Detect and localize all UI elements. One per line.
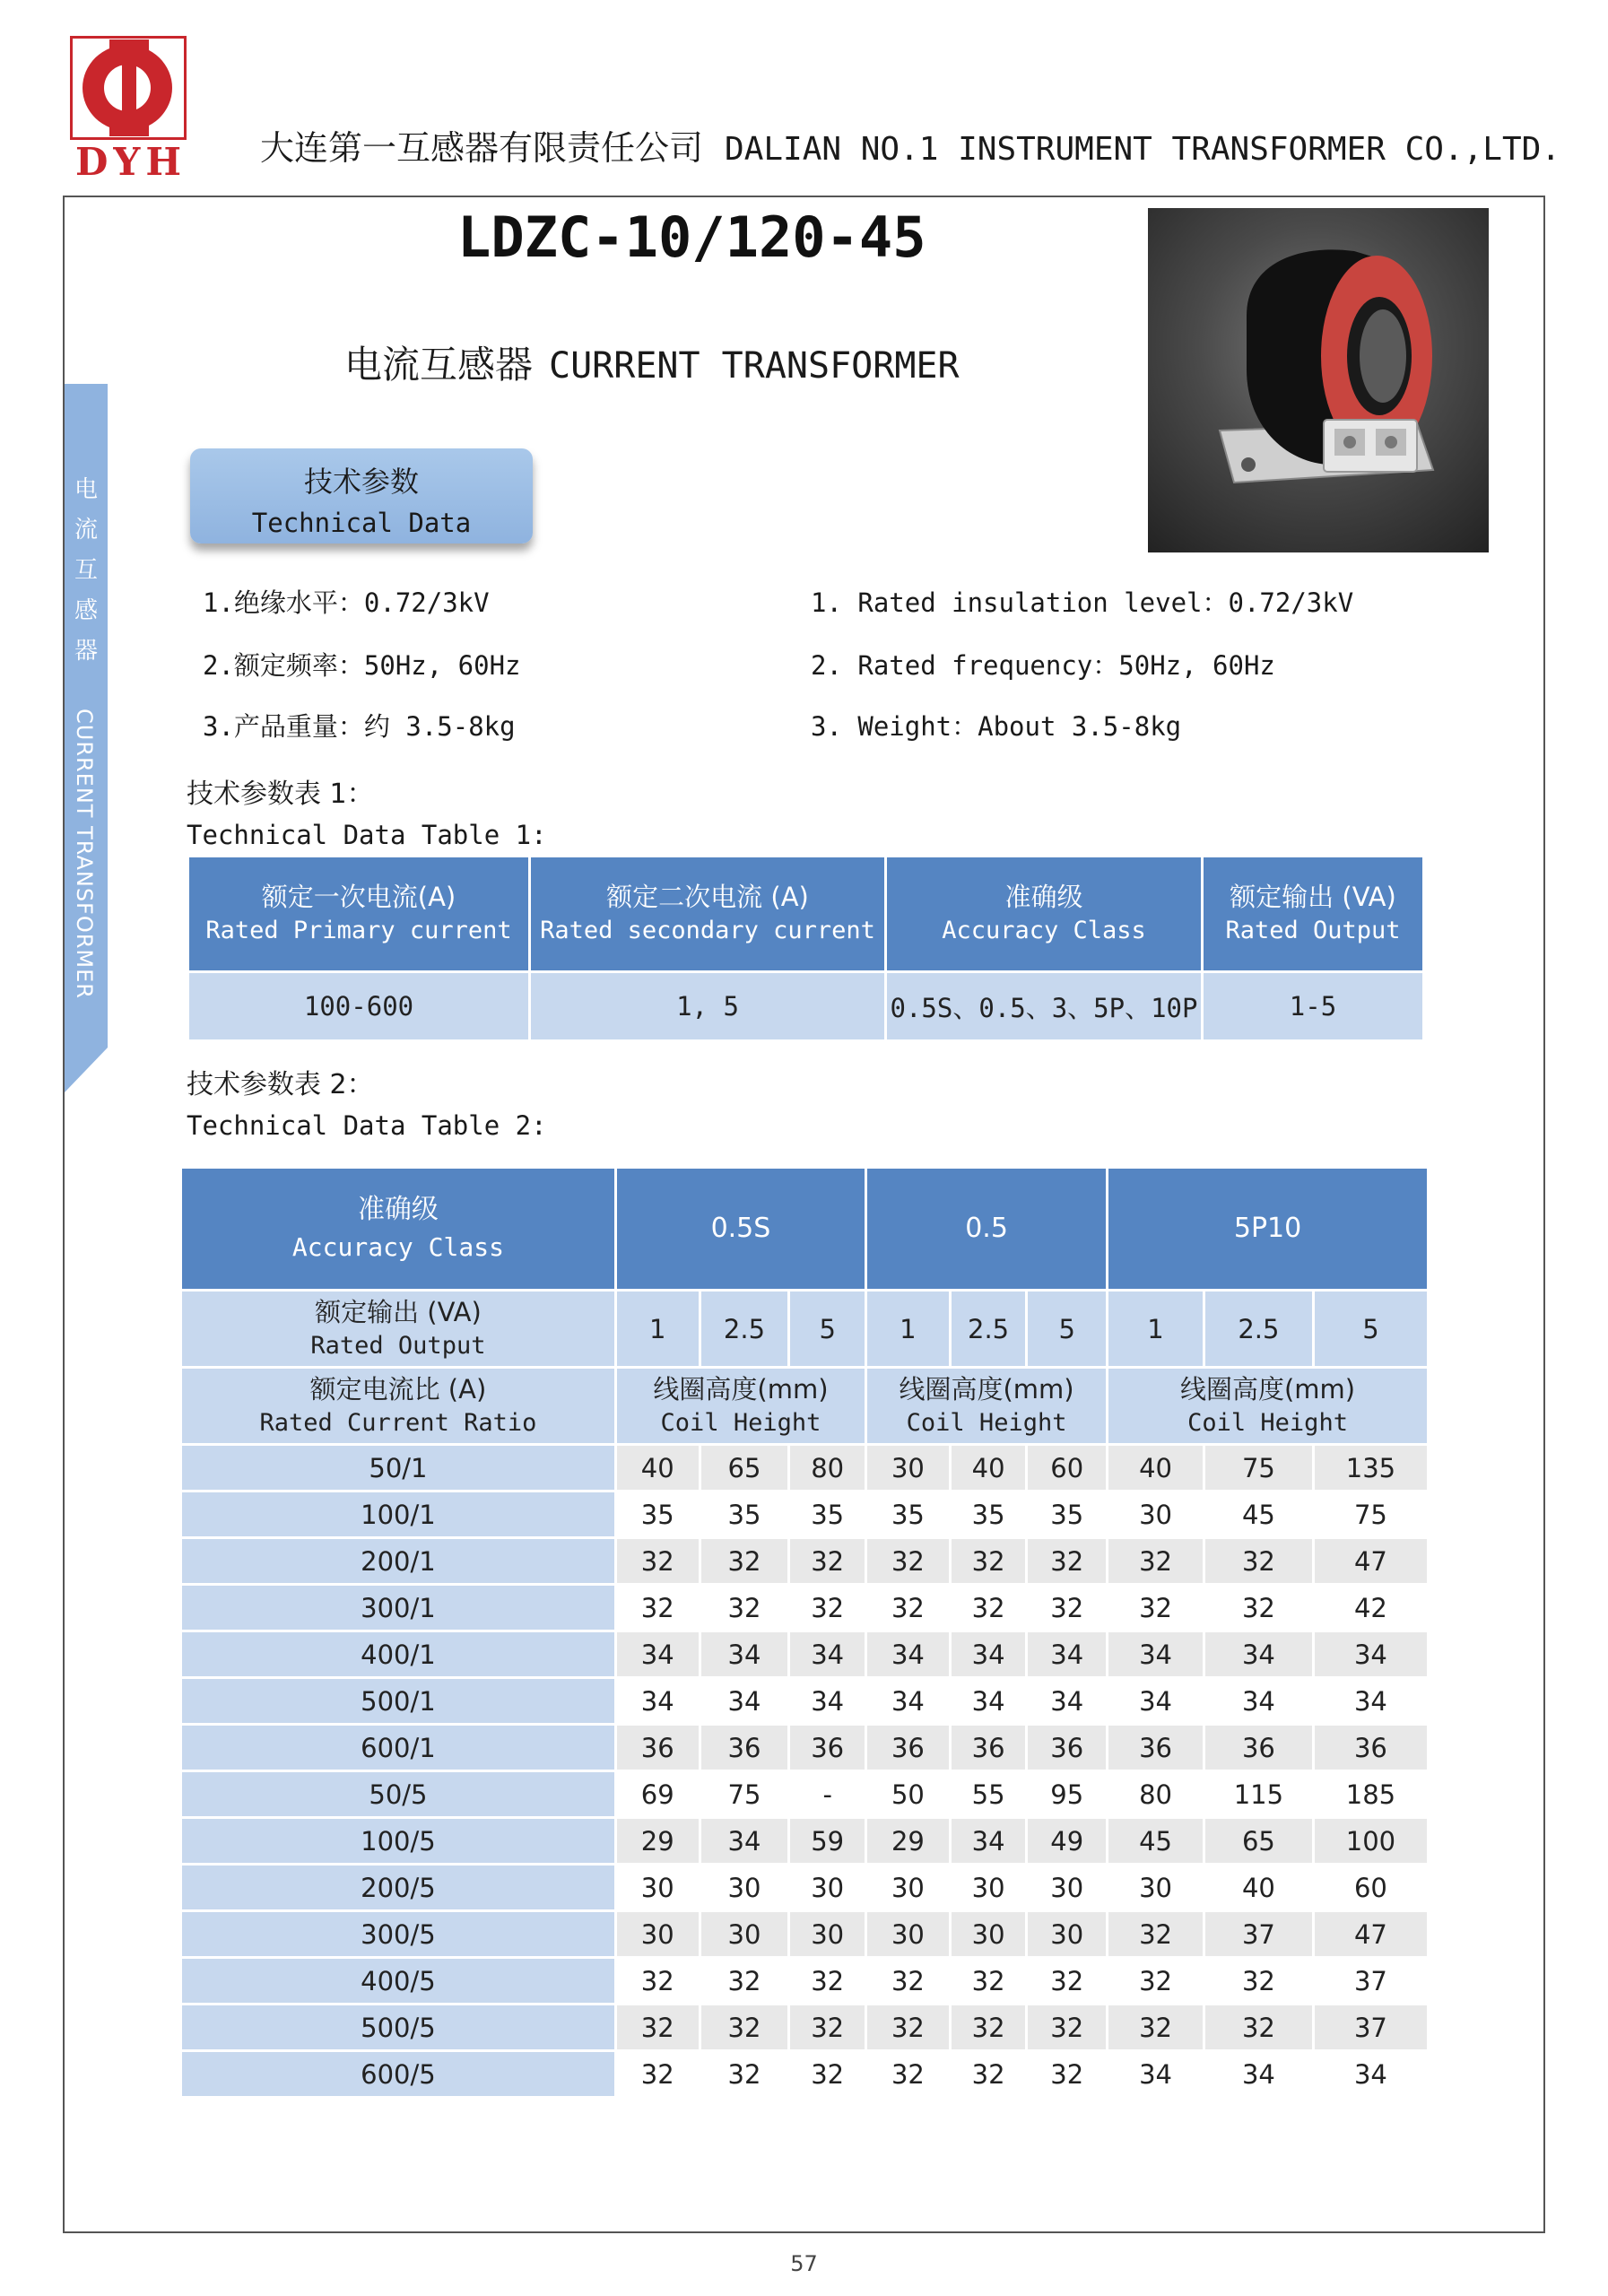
- table1-cell: 1-5: [1204, 970, 1422, 1039]
- coil-height-cell: 32: [952, 1959, 1026, 2003]
- coil-height-cell: 34: [701, 1632, 788, 1676]
- coil-height-cell: 30: [617, 1866, 699, 1909]
- coil-height-cell: 50: [867, 1772, 949, 1816]
- coil-height-cell: 34: [1028, 1679, 1106, 1723]
- coil-height-cell: 32: [867, 1539, 949, 1583]
- table1-header-row: [189, 857, 1422, 970]
- label-en: Coil Height: [660, 1408, 821, 1437]
- table2-title-cn: 技术参数表 2：: [187, 1069, 374, 1100]
- coil-height-cell: 30: [867, 1866, 949, 1909]
- header-cn: 额定输出 (VA): [1230, 882, 1396, 912]
- coil-height-cell: 36: [952, 1726, 1026, 1770]
- table2-body: [182, 1446, 1427, 2096]
- product-photo: [1148, 208, 1489, 552]
- coil-height-cell: 32: [867, 1586, 949, 1630]
- coil-height-cell: 30: [1028, 1912, 1106, 1956]
- coil-height-cell: 35: [952, 1492, 1026, 1536]
- table-row: [182, 1819, 1427, 1863]
- coil-height-label-row: [182, 1369, 1427, 1443]
- coil-height-cell: 30: [1028, 1866, 1106, 1909]
- coil-height-cell: 30: [701, 1866, 788, 1909]
- current-ratio-cell: 400/5: [182, 1959, 614, 2003]
- coil-height-cell: 45: [1108, 1819, 1203, 1863]
- coil-height-cell: 32: [1205, 1586, 1312, 1630]
- coil-height-cell: 40: [617, 1446, 699, 1490]
- label-en: Rated Output: [310, 1331, 486, 1360]
- header-en: Rated Primary current: [205, 917, 512, 944]
- company-name: [260, 120, 1560, 170]
- current-ratio-cell: 600/5: [182, 2052, 614, 2096]
- header-cn: 准确级: [357, 1194, 439, 1225]
- coil-height-cell: 32: [701, 1586, 788, 1630]
- table1-row: [189, 970, 1422, 1039]
- coil-height-cell: 59: [790, 1819, 865, 1863]
- company-name-cn: 大连第一互感器有限责任公司: [260, 128, 704, 168]
- label-en: Rated Current Ratio: [259, 1408, 537, 1437]
- coil-height-cell: 34: [1315, 2052, 1427, 2096]
- coil-height-cell: 32: [1028, 1539, 1106, 1583]
- coil-height-cell: 29: [617, 1819, 699, 1863]
- coil-height-cell: 32: [1028, 1959, 1106, 2003]
- coil-height-cell: 42: [1315, 1586, 1427, 1630]
- current-ratio-cell: 100/1: [182, 1492, 614, 1536]
- side-tab-char: 流: [74, 517, 98, 544]
- coil-height-cell: 32: [952, 1539, 1026, 1583]
- header-cn: 额定二次电流 (A): [606, 882, 809, 912]
- coil-height-cell: 32: [1205, 1539, 1312, 1583]
- company-logo: [70, 36, 192, 184]
- coil-height-label: [617, 1369, 865, 1443]
- header-en: Rated Output: [1225, 917, 1401, 944]
- coil-height-cell: 32: [1108, 1912, 1203, 1956]
- table1-title-cn: 技术参数表 1：: [187, 778, 374, 810]
- coil-height-cell: 40: [952, 1446, 1026, 1490]
- table-row: [182, 1726, 1427, 1770]
- coil-height-cell: 32: [1205, 2005, 1312, 2049]
- coil-height-cell: 36: [617, 1726, 699, 1770]
- current-ratio-cell: 300/5: [182, 1912, 614, 1956]
- coil-height-cell: 34: [1315, 1632, 1427, 1676]
- coil-height-cell: 32: [617, 1959, 699, 2003]
- coil-height-cell: 36: [1315, 1726, 1427, 1770]
- coil-height-cell: 34: [1108, 1679, 1203, 1723]
- coil-height-cell: 95: [1028, 1772, 1106, 1816]
- rated-output-label: [182, 1292, 614, 1366]
- coil-height-cell: 185: [1315, 1772, 1427, 1816]
- coil-height-cell: 34: [790, 1632, 865, 1676]
- coil-height-cell: 55: [952, 1772, 1026, 1816]
- coil-height-cell: 75: [1205, 1446, 1312, 1490]
- current-ratio-cell: 50/5: [182, 1772, 614, 1816]
- header-cn: 准确级: [1004, 882, 1083, 912]
- class-0-5-header: 0.5: [867, 1169, 1106, 1289]
- table1-header-cell: [531, 857, 884, 970]
- coil-height-cell: -: [790, 1772, 865, 1816]
- coil-height-cell: 32: [1108, 1959, 1203, 2003]
- coil-height-cell: 30: [1108, 1866, 1203, 1909]
- coil-height-cell: 75: [701, 1772, 788, 1816]
- badge-label-cn: 技术参数: [303, 465, 419, 499]
- current-ratio-cell: 300/1: [182, 1586, 614, 1630]
- logo-phi-bar: [122, 39, 136, 136]
- table-row: [182, 1586, 1427, 1630]
- output-value: 2.5: [1205, 1292, 1312, 1366]
- coil-height-cell: 32: [617, 2052, 699, 2096]
- table2-title-en: Technical Data Table 2:: [187, 1110, 547, 1141]
- spec-cn-1: 1.绝缘水平：0.72/3kV: [203, 587, 490, 618]
- table2-title: [187, 1062, 547, 1141]
- coil-height-cell: 32: [701, 2005, 788, 2049]
- coil-height-cell: 34: [1205, 2052, 1312, 2096]
- side-tab-char: 感: [74, 597, 98, 624]
- coil-height-cell: 35: [617, 1492, 699, 1536]
- coil-height-cell: 34: [1028, 1632, 1106, 1676]
- coil-height-cell: 32: [1108, 1539, 1203, 1583]
- coil-height-cell: 30: [952, 1912, 1026, 1956]
- coil-height-cell: 30: [790, 1912, 865, 1956]
- coil-height-cell: 32: [952, 2005, 1026, 2049]
- logo-phi-top: [109, 39, 149, 50]
- table-row: [182, 1866, 1427, 1909]
- coil-height-cell: 36: [790, 1726, 865, 1770]
- coil-height-cell: 49: [1028, 1819, 1106, 1863]
- product-title-en: CURRENT TRANSFORMER: [549, 345, 960, 387]
- accuracy-class-header: [182, 1169, 614, 1289]
- coil-height-cell: 30: [790, 1866, 865, 1909]
- current-ratio-cell: 600/1: [182, 1726, 614, 1770]
- current-ratio-cell: 100/5: [182, 1819, 614, 1863]
- coil-height-cell: 36: [867, 1726, 949, 1770]
- table1-header-cell: [189, 857, 528, 970]
- coil-height-cell: 65: [701, 1446, 788, 1490]
- output-value: 2.5: [701, 1292, 788, 1366]
- coil-height-cell: 32: [617, 2005, 699, 2049]
- rated-output-row: [182, 1292, 1427, 1366]
- coil-height-cell: 36: [1108, 1726, 1203, 1770]
- coil-height-cell: 34: [952, 1679, 1026, 1723]
- coil-height-cell: 32: [867, 2005, 949, 2049]
- coil-height-cell: 60: [1028, 1446, 1106, 1490]
- coil-height-cell: 80: [1108, 1772, 1203, 1816]
- coil-height-cell: 32: [1028, 2005, 1106, 2049]
- coil-height-cell: 36: [701, 1726, 788, 1770]
- coil-height-cell: 30: [867, 1912, 949, 1956]
- coil-height-cell: 30: [701, 1912, 788, 1956]
- header-cn: 额定一次电流(A): [261, 882, 456, 912]
- class-0-5s-header: 0.5S: [617, 1169, 865, 1289]
- coil-height-cell: 32: [867, 1959, 949, 2003]
- output-value: 1: [867, 1292, 949, 1366]
- table-row: [182, 1959, 1427, 2003]
- technical-data-table-1: [187, 857, 1425, 1039]
- spec-en-3: 3. Weight：About 3.5-8kg: [811, 711, 1182, 742]
- coil-height-cell: 32: [1205, 1959, 1312, 2003]
- rated-current-ratio-label: [182, 1369, 614, 1443]
- page-number: 57: [790, 2251, 818, 2276]
- technical-data-badge: [190, 448, 533, 544]
- current-ratio-cell: 400/1: [182, 1632, 614, 1676]
- product-title: [344, 335, 960, 389]
- technical-data-table-2: [179, 1166, 1430, 2099]
- header-en: Rated secondary current: [540, 917, 875, 944]
- side-tab-tip: [65, 1048, 108, 1092]
- current-ratio-cell: 200/1: [182, 1539, 614, 1583]
- output-value: 2.5: [952, 1292, 1026, 1366]
- coil-height-cell: 65: [1205, 1819, 1312, 1863]
- table1-title: [187, 771, 547, 850]
- coil-height-cell: 34: [952, 1632, 1026, 1676]
- output-value: 5: [1315, 1292, 1427, 1366]
- coil-height-cell: 34: [952, 1819, 1026, 1863]
- coil-height-cell: 34: [1108, 1632, 1203, 1676]
- label-en: Coil Height: [906, 1408, 1067, 1437]
- coil-height-cell: 36: [1028, 1726, 1106, 1770]
- coil-height-cell: 75: [1315, 1492, 1427, 1536]
- coil-height-cell: 47: [1315, 1912, 1427, 1956]
- side-category-tab: [65, 384, 108, 1048]
- label-cn: 线圈高度(mm): [899, 1373, 1074, 1405]
- coil-height-cell: 135: [1315, 1446, 1427, 1490]
- side-tab-char: 器: [74, 638, 98, 665]
- coil-height-cell: 30: [617, 1912, 699, 1956]
- table1-title-en: Technical Data Table 1:: [187, 820, 547, 850]
- table2-class-header-row: [182, 1169, 1427, 1289]
- logo-phi-bottom: [109, 126, 149, 136]
- side-tab-char: 互: [74, 557, 98, 584]
- coil-height-cell: 100: [1315, 1819, 1427, 1863]
- coil-height-cell: 34: [1205, 1679, 1312, 1723]
- coil-height-cell: 32: [790, 1959, 865, 2003]
- product-title-cn: 电流互感器: [344, 343, 534, 387]
- coil-height-cell: 115: [1205, 1772, 1312, 1816]
- coil-height-cell: 32: [790, 2052, 865, 2096]
- coil-height-cell: 37: [1205, 1912, 1312, 1956]
- coil-height-cell: 32: [617, 1586, 699, 1630]
- label-cn: 额定电流比 (A): [309, 1373, 487, 1405]
- output-value: 1: [1108, 1292, 1203, 1366]
- coil-height-cell: 35: [867, 1492, 949, 1536]
- table1-cell: 0.5S、0.5、3、5P、10P: [887, 970, 1201, 1039]
- table-row: [182, 1679, 1427, 1723]
- table-row: [182, 1912, 1427, 1956]
- coil-height-cell: 37: [1315, 2005, 1427, 2049]
- coil-height-cell: 32: [701, 1539, 788, 1583]
- coil-height-cell: 32: [790, 1586, 865, 1630]
- coil-height-cell: 35: [701, 1492, 788, 1536]
- table-row: [182, 1632, 1427, 1676]
- coil-height-cell: 34: [617, 1679, 699, 1723]
- coil-height-cell: 40: [1108, 1446, 1203, 1490]
- header-en: Accuracy Class: [942, 917, 1146, 944]
- logo-text: DYH: [74, 140, 187, 184]
- table1-header-cell: [1204, 857, 1422, 970]
- coil-height-label: [1108, 1369, 1427, 1443]
- label-cn: 额定输出 (VA): [315, 1296, 482, 1327]
- coil-height-cell: 30: [1108, 1492, 1203, 1536]
- current-transformer-illustration: [1148, 208, 1489, 552]
- coil-height-cell: 34: [617, 1632, 699, 1676]
- coil-height-cell: 29: [867, 1819, 949, 1863]
- table1-cell: 100-600: [189, 970, 528, 1039]
- badge-label-en: Technical Data: [251, 508, 472, 538]
- table1-cell: 1, 5: [531, 970, 884, 1039]
- class-5p10-header: 5P10: [1108, 1169, 1427, 1289]
- coil-height-cell: 32: [1028, 1586, 1106, 1630]
- spec-cn-3: 3.产品重量：约 3.5-8kg: [203, 711, 516, 742]
- side-tab-en: CURRENT TRANSFORMER: [72, 709, 97, 999]
- current-ratio-cell: 500/1: [182, 1679, 614, 1723]
- coil-height-cell: 32: [701, 1959, 788, 2003]
- coil-height-cell: 34: [701, 1679, 788, 1723]
- coil-height-cell: 32: [1028, 2052, 1106, 2096]
- company-name-en: DALIAN NO.1 INSTRUMENT TRANSFORMER CO.,LTD.: [725, 131, 1560, 168]
- coil-height-cell: 45: [1205, 1492, 1312, 1536]
- coil-height-cell: 34: [1108, 2052, 1203, 2096]
- product-model: LDZC-10/120-45: [457, 204, 926, 270]
- side-tab-char: 电: [74, 476, 98, 503]
- table-row: [182, 1772, 1427, 1816]
- coil-height-cell: 34: [867, 1679, 949, 1723]
- spec-en-2: 2. Rated frequency：50Hz, 60Hz: [811, 650, 1275, 681]
- coil-height-cell: 32: [952, 2052, 1026, 2096]
- table-row: [182, 2052, 1427, 2096]
- side-tab-cn: [65, 470, 108, 672]
- spec-en-1: 1. Rated insulation level：0.72/3kV: [811, 587, 1354, 618]
- spec-cn-2: 2.额定频率：50Hz, 60Hz: [203, 650, 521, 681]
- coil-height-cell: 60: [1315, 1866, 1427, 1909]
- coil-height-cell: 34: [701, 1819, 788, 1863]
- current-ratio-cell: 50/1: [182, 1446, 614, 1490]
- coil-height-cell: 35: [1028, 1492, 1106, 1536]
- current-ratio-cell: 500/5: [182, 2005, 614, 2049]
- coil-height-cell: 32: [867, 2052, 949, 2096]
- label-cn: 线圈高度(mm): [653, 1373, 829, 1405]
- output-value: 5: [790, 1292, 865, 1366]
- coil-height-cell: 47: [1315, 1539, 1427, 1583]
- coil-height-label: [867, 1369, 1106, 1443]
- coil-height-cell: 40: [1205, 1866, 1312, 1909]
- coil-height-cell: 32: [701, 2052, 788, 2096]
- table-row: [182, 2005, 1427, 2049]
- coil-height-cell: 34: [790, 1679, 865, 1723]
- output-value: 5: [1028, 1292, 1106, 1366]
- output-value: 1: [617, 1292, 699, 1366]
- table-row: [182, 1492, 1427, 1536]
- table1-header-cell: [887, 857, 1201, 970]
- coil-height-cell: 30: [867, 1446, 949, 1490]
- header-en: Accuracy Class: [291, 1232, 504, 1262]
- table-row: [182, 1446, 1427, 1490]
- label-cn: 线圈高度(mm): [1179, 1373, 1356, 1405]
- coil-height-cell: 69: [617, 1772, 699, 1816]
- coil-height-cell: 37: [1315, 1959, 1427, 2003]
- coil-height-cell: 32: [790, 1539, 865, 1583]
- coil-height-cell: 32: [1108, 1586, 1203, 1630]
- coil-height-cell: 32: [1108, 2005, 1203, 2049]
- coil-height-cell: 32: [790, 2005, 865, 2049]
- coil-height-cell: 34: [1205, 1632, 1312, 1676]
- coil-height-cell: 32: [952, 1586, 1026, 1630]
- coil-height-cell: 32: [617, 1539, 699, 1583]
- coil-height-cell: 34: [1315, 1679, 1427, 1723]
- coil-height-cell: 35: [790, 1492, 865, 1536]
- coil-height-cell: 30: [952, 1866, 1026, 1909]
- table-row: [182, 1539, 1427, 1583]
- label-en: Coil Height: [1187, 1408, 1348, 1437]
- current-ratio-cell: 200/5: [182, 1866, 614, 1909]
- coil-height-cell: 80: [790, 1446, 865, 1490]
- coil-height-cell: 34: [867, 1632, 949, 1676]
- coil-height-cell: 36: [1205, 1726, 1312, 1770]
